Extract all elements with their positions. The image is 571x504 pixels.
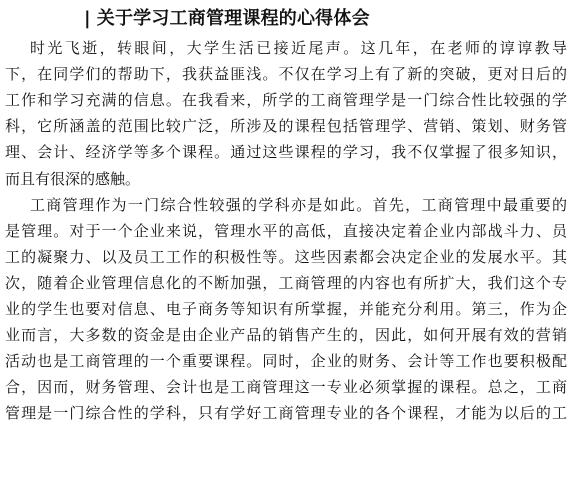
paragraph-line: 时光飞逝，转眼间，大学生活已接近尾声。这几年，在老师的谆谆教导 bbox=[30, 39, 567, 57]
paragraph-line: 管理是一门综合性的学科，只有学好工商管理专业的各个课程，才能为以后的工 bbox=[5, 404, 567, 422]
paragraph-line: 业的学生也要对信息、电子商务等知识有所掌握，并能充分利用。第三，作为企 bbox=[5, 300, 567, 318]
document-title bbox=[84, 6, 370, 32]
paragraph-line: 业而言，大多数的资金是由企业产品的销售产生的，因此，如何开展有效的营销 bbox=[5, 326, 567, 344]
paragraph-line: 工商管理作为一门综合性较强的学科亦是如此。首先，工商管理中最重要的 bbox=[30, 196, 567, 214]
paragraph-line: 工作和学习充满的信息。在我看来，所学的工商管理学是一门综合性比较强的学 bbox=[5, 91, 567, 109]
paragraph-line: 理、会计、经济学等多个课程。通过这些课程的学习，我不仅掌握了很多知识， bbox=[5, 143, 567, 161]
paragraph-line: 下，在同学们的帮助下，我获益匪浅。不仅在学习上有了新的突破，更对日后的 bbox=[5, 65, 567, 83]
paragraph-line: 工的凝聚力、以及员工工作的积极性等。这些因素都会决定企业的发展水平。其 bbox=[5, 248, 567, 266]
paragraph-line: 科，它所涵盖的范围比较广泛，所涉及的课程包括管理学、营销、策划、财务管 bbox=[5, 117, 567, 135]
paragraph-line: 活动也是工商管理的一个重要课程。同时，企业的财务、会计等工作也要积极配 bbox=[5, 352, 567, 370]
title-text: 关于学习工商管理课程的心得体会 bbox=[96, 8, 370, 29]
paragraph-line: 合，因而，财务管理、会计也是工商管理这一专业必须掌握的课程。总之，工商 bbox=[5, 378, 567, 396]
paragraph-line: 次，随着企业管理信息化的不断加强，工商管理的内容也有所扩大，我们这个专 bbox=[5, 274, 567, 292]
paragraph-line: 而且有很深的感触。 bbox=[5, 170, 141, 188]
title-bar-mark: | bbox=[84, 8, 91, 29]
paragraph-line: 是管理。对于一个企业来说，管理水平的高低，直接决定着企业内部战斗力、员 bbox=[5, 222, 567, 240]
